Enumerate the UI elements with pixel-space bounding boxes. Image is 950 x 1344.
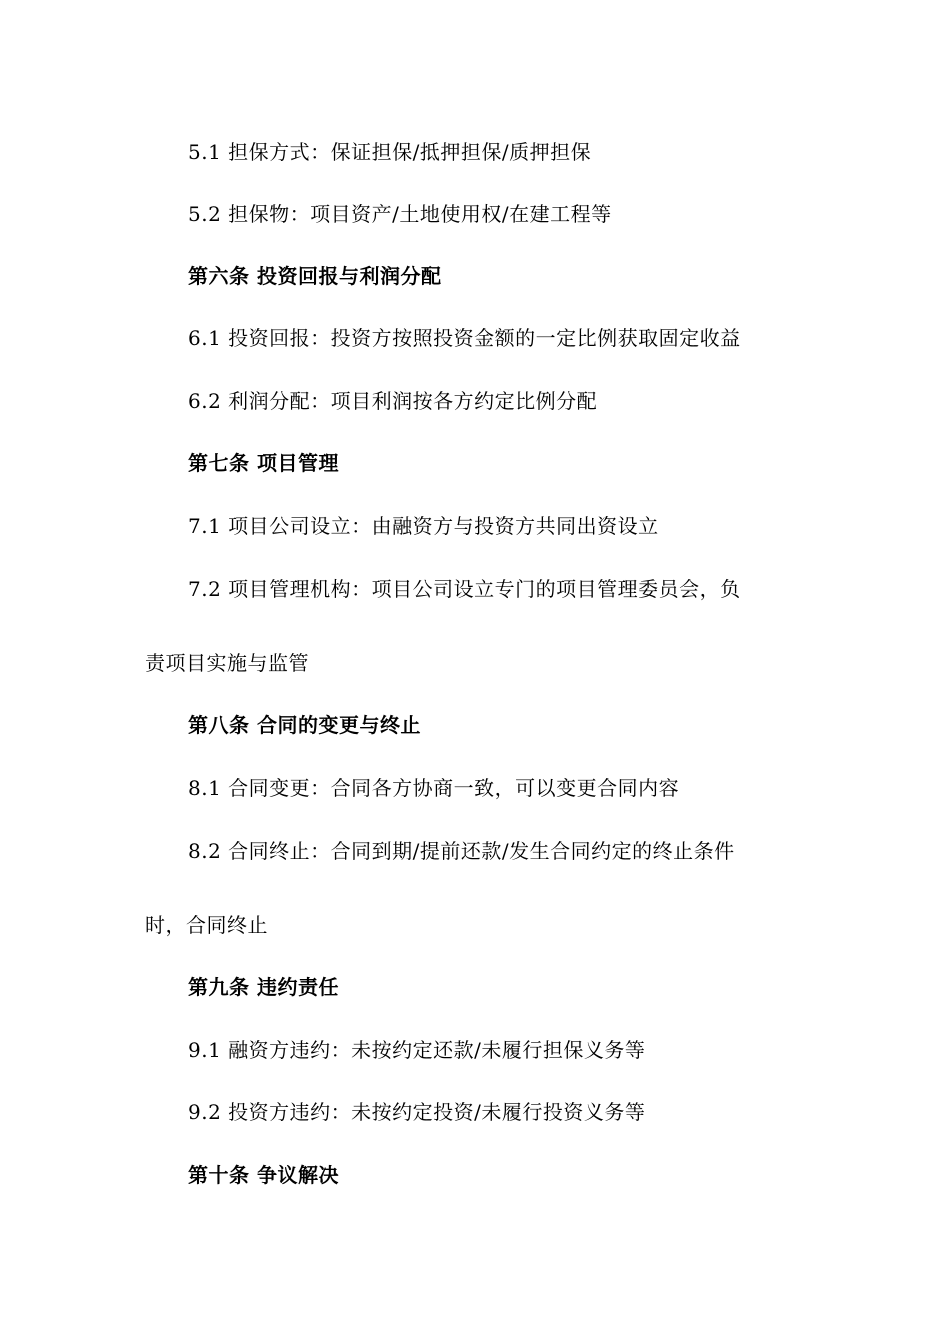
clause-7-1: 7.1 项目公司设立：由融资方与投资方共同出资设立 (188, 514, 659, 538)
article-6-heading: 第六条 投资回报与利润分配 (188, 264, 442, 288)
article-7-heading: 第七条 项目管理 (188, 451, 339, 475)
clause-6-1: 6.1 投资回报：投资方按照投资金额的一定比例获取固定收益 (188, 326, 741, 350)
clause-9-1: 9.1 融资方违约：未按约定还款/未履行担保义务等 (188, 1038, 646, 1062)
clause-8-2-continuation: 时，合同终止 (145, 913, 268, 937)
clause-8-2: 8.2 合同终止：合同到期/提前还款/发生合同约定的终止条件 (188, 839, 735, 863)
clause-5-2: 5.2 担保物：项目资产/土地使用权/在建工程等 (188, 202, 612, 226)
clause-7-2-continuation: 责项目实施与监管 (145, 651, 309, 675)
clause-6-2: 6.2 利润分配：项目利润按各方约定比例分配 (188, 389, 598, 413)
clause-9-2: 9.2 投资方违约：未按约定投资/未履行投资义务等 (188, 1100, 646, 1124)
article-10-heading: 第十条 争议解决 (188, 1163, 339, 1187)
clause-7-2: 7.2 项目管理机构：项目公司设立专门的项目管理委员会，负 (188, 577, 741, 601)
article-8-heading: 第八条 合同的变更与终止 (188, 713, 421, 737)
clause-5-1: 5.1 担保方式：保证担保/抵押担保/质押担保 (188, 140, 592, 164)
clause-8-1: 8.1 合同变更：合同各方协商一致，可以变更合同内容 (188, 776, 680, 800)
article-9-heading: 第九条 违约责任 (188, 975, 339, 999)
